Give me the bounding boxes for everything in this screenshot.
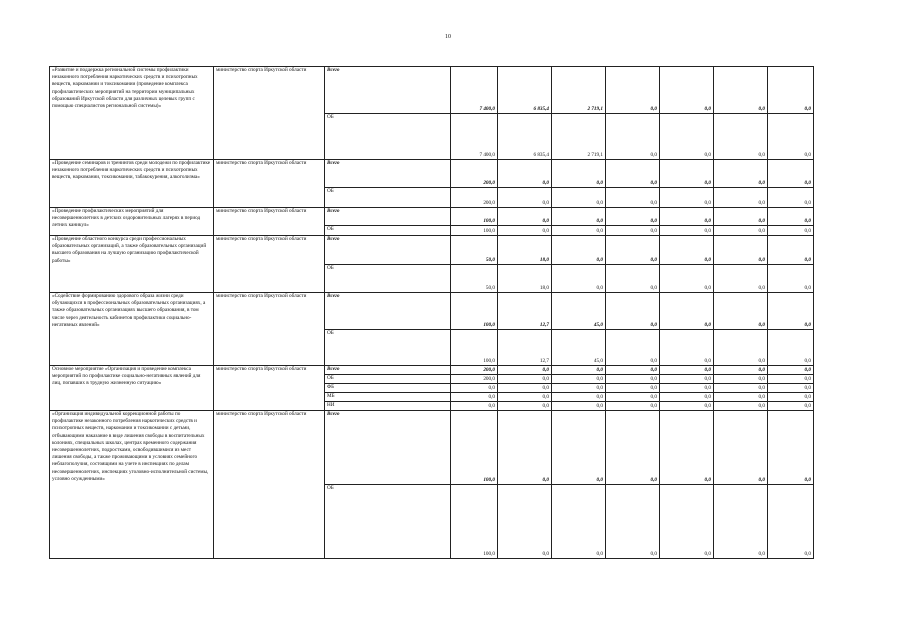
amount-cell: 0,0: [498, 402, 552, 411]
amount-cell: 0,0: [714, 393, 768, 402]
activity-description: «Организация индивидуальной коррекционной работы по профилактике незаконного потребления наркотических средств и психотропных веществ, наркомании и токсикомании с детьми, отбывающими наказание в виде лишения свободы в воспитательных колониях, специальных школах, центрах временного содержания несовершеннолетних, подростками, освободившимися из мест лишения свободы, а также проживающими в условиях семейного неблагополучия, состоящими на учете в инспекциях по делам несовершеннолетних, инспекциях уголовно-исполнительной системы, условно осужденными»: [50, 411, 214, 559]
amount-cell: 50,0: [451, 236, 498, 265]
amount-cell: 100,0: [451, 293, 498, 330]
funding-source: Всего: [325, 236, 451, 265]
amount-cell: 45,0: [552, 293, 606, 330]
amount-cell: 0,0: [606, 226, 660, 236]
amount-cell: 0,0: [606, 67, 660, 114]
table-row: [50, 236, 814, 265]
amount-cell: 12,7: [498, 293, 552, 330]
amount-cell: 100,0: [451, 208, 498, 226]
amount-cell: 0,0: [498, 411, 552, 485]
amount-cell: 0,0: [660, 114, 714, 160]
amount-cell: 0,0: [660, 411, 714, 485]
amount-cell: 0,0: [552, 384, 606, 393]
amount-cell: 0,0: [606, 208, 660, 226]
page-number: 10: [445, 34, 451, 40]
amount-cell: 0,0: [552, 226, 606, 236]
amount-cell: 0,0: [768, 375, 814, 384]
table-row: [50, 208, 814, 226]
amount-cell: 0,0: [768, 366, 814, 375]
table-row: [50, 366, 814, 375]
amount-cell: 0,0: [606, 366, 660, 375]
amount-cell: 0,0: [606, 485, 660, 559]
amount-cell: 0,0: [606, 236, 660, 265]
amount-cell: 0,0: [660, 330, 714, 366]
funding-source: ОБ: [325, 485, 451, 559]
amount-cell: 0,0: [498, 393, 552, 402]
table-row: [50, 293, 814, 330]
amount-cell: 0,0: [606, 393, 660, 402]
activity-description: «Проведение областного конкурса среди профессиональных образовательных организаций, а также образовательных организаций высшего образования на лучшую организацию профилактической работы»: [50, 236, 214, 293]
amount-cell: 0,0: [451, 402, 498, 411]
table-body: [50, 67, 814, 559]
amount-cell: 0,0: [714, 411, 768, 485]
funding-source: НИ: [325, 402, 451, 411]
amount-cell: 200,0: [451, 366, 498, 375]
amount-cell: 0,0: [660, 384, 714, 393]
amount-cell: 200,0: [451, 160, 498, 188]
amount-cell: 6 835,4: [498, 67, 552, 114]
amount-cell: 0,0: [768, 411, 814, 485]
amount-cell: 100,0: [451, 411, 498, 485]
amount-cell: 0,0: [552, 366, 606, 375]
amount-cell: 0,0: [660, 188, 714, 208]
amount-cell: 0,0: [714, 236, 768, 265]
amount-cell: 0,0: [714, 402, 768, 411]
amount-cell: 0,0: [606, 265, 660, 293]
amount-cell: 0,0: [714, 265, 768, 293]
amount-cell: 0,0: [660, 366, 714, 375]
amount-cell: 0,0: [552, 208, 606, 226]
funding-source: Всего: [325, 293, 451, 330]
amount-cell: 100,0: [451, 226, 498, 236]
amount-cell: 0,0: [552, 402, 606, 411]
amount-cell: 0,0: [714, 293, 768, 330]
amount-cell: 6 835,4: [498, 114, 552, 160]
amount-cell: 0,0: [768, 293, 814, 330]
amount-cell: 0,0: [768, 114, 814, 160]
amount-cell: 0,0: [552, 236, 606, 265]
responsible-executor: министерство спорта Иркутской области: [214, 411, 325, 559]
funding-source: Всего: [325, 411, 451, 485]
amount-cell: 0,0: [606, 384, 660, 393]
amount-cell: 0,0: [552, 375, 606, 384]
amount-cell: 0,0: [606, 114, 660, 160]
amount-cell: 0,0: [660, 226, 714, 236]
responsible-executor: министерство спорта Иркутской области: [214, 236, 325, 293]
amount-cell: 0,0: [768, 188, 814, 208]
responsible-executor: министерство спорта Иркутской области: [214, 160, 325, 208]
amount-cell: 0,0: [714, 160, 768, 188]
amount-cell: 200,0: [451, 375, 498, 384]
amount-cell: 0,0: [660, 67, 714, 114]
amount-cell: 7 400,0: [451, 114, 498, 160]
amount-cell: 0,0: [606, 411, 660, 485]
amount-cell: 0,0: [606, 160, 660, 188]
amount-cell: 0,0: [498, 384, 552, 393]
amount-cell: 0,0: [714, 114, 768, 160]
amount-cell: 200,0: [451, 188, 498, 208]
funding-source: ОБ: [325, 330, 451, 366]
amount-cell: 0,0: [768, 208, 814, 226]
activity-description: «Проведение семинаров и тренингов среди молодежи по профилактике незаконного потребления наркотических средств и психотропных веществ, наркомании, токсикомании, табакокурения, алкоголизма»: [50, 160, 214, 208]
amount-cell: 0,0: [552, 188, 606, 208]
table-row: [50, 67, 814, 114]
funding-source: Всего: [325, 208, 451, 226]
amount-cell: 0,0: [714, 208, 768, 226]
amount-cell: 0,0: [714, 384, 768, 393]
amount-cell: 0,0: [714, 375, 768, 384]
amount-cell: 0,0: [660, 485, 714, 559]
amount-cell: 45,0: [552, 330, 606, 366]
amount-cell: 0,0: [498, 366, 552, 375]
amount-cell: 2 719,1: [552, 114, 606, 160]
amount-cell: 0,0: [768, 384, 814, 393]
amount-cell: 0,0: [606, 375, 660, 384]
amount-cell: 0,0: [660, 208, 714, 226]
amount-cell: 0,0: [714, 188, 768, 208]
amount-cell: 0,0: [552, 411, 606, 485]
amount-cell: 0,0: [660, 375, 714, 384]
amount-cell: 0,0: [768, 67, 814, 114]
amount-cell: 0,0: [660, 293, 714, 330]
activity-description: Основное мероприятие «Организация и проведение комплекса мероприятий по профилактике социально-негативных явлений для лиц, попавших в трудную жизненную ситуацию»: [50, 366, 214, 411]
amount-cell: 0,0: [660, 393, 714, 402]
amount-cell: 0,0: [552, 160, 606, 188]
amount-cell: 0,0: [768, 236, 814, 265]
activity-description: «Содействие формированию здорового образа жизни среди обучающихся в профессиональных образовательных организациях, а также образовательных организациях высшего образования, в том числе через деятельность кабинетов профилактики социально-негативных явлений»: [50, 293, 214, 366]
amount-cell: 0,0: [498, 160, 552, 188]
amount-cell: 0,0: [660, 402, 714, 411]
amount-cell: 0,0: [498, 188, 552, 208]
amount-cell: 0,0: [768, 265, 814, 293]
funding-source: ОБ: [325, 114, 451, 160]
amount-cell: 2 719,1: [552, 67, 606, 114]
table-row: [50, 411, 814, 485]
funding-source: Всего: [325, 366, 451, 375]
amount-cell: 0,0: [606, 293, 660, 330]
amount-cell: 100,0: [451, 330, 498, 366]
amount-cell: 0,0: [714, 330, 768, 366]
amount-cell: 0,0: [768, 330, 814, 366]
amount-cell: 0,0: [552, 485, 606, 559]
budget-table: [49, 66, 814, 559]
amount-cell: 0,0: [768, 160, 814, 188]
funding-source: Всего: [325, 160, 451, 188]
amount-cell: 0,0: [660, 160, 714, 188]
amount-cell: 12,7: [498, 330, 552, 366]
amount-cell: 0,0: [768, 226, 814, 236]
activity-description: «Проведение профилактических мероприятий для несовершеннолетних в детских оздоровительных лагерях в период летних каникул»: [50, 208, 214, 236]
amount-cell: 7 400,0: [451, 67, 498, 114]
table-row: [50, 160, 814, 188]
amount-cell: 0,0: [451, 393, 498, 402]
funding-source: ОБ: [325, 265, 451, 293]
amount-cell: 0,0: [714, 67, 768, 114]
amount-cell: 0,0: [768, 402, 814, 411]
amount-cell: 100,0: [451, 485, 498, 559]
funding-source: МБ: [325, 393, 451, 402]
amount-cell: 0,0: [714, 226, 768, 236]
amount-cell: 0,0: [498, 485, 552, 559]
amount-cell: 0,0: [606, 188, 660, 208]
responsible-executor: министерство спорта Иркутской области: [214, 67, 325, 160]
amount-cell: 0,0: [498, 375, 552, 384]
amount-cell: 0,0: [498, 226, 552, 236]
amount-cell: 18,0: [498, 265, 552, 293]
funding-source: ОБ: [325, 226, 451, 236]
amount-cell: 0,0: [768, 485, 814, 559]
funding-source: Всего: [325, 67, 451, 114]
responsible-executor: министерство спорта Иркутской области: [214, 293, 325, 366]
responsible-executor: министерство спорта Иркутской области: [214, 208, 325, 236]
activity-description: «Развитие и поддержка региональной системы профилактики незаконного потребления наркотических средств и психотропных веществ, наркомании и токсикомании (проведение комплекса профилактических мероприятий на территории муниципальных образований Иркутской области для различных целевых групп с помощью специалистов региональной системы)»: [50, 67, 214, 160]
amount-cell: 0,0: [714, 485, 768, 559]
amount-cell: 0,0: [768, 393, 814, 402]
funding-source: ОБ: [325, 375, 451, 384]
amount-cell: 0,0: [498, 208, 552, 226]
amount-cell: 0,0: [660, 265, 714, 293]
funding-source: ОБ: [325, 188, 451, 208]
amount-cell: 0,0: [660, 236, 714, 265]
amount-cell: 0,0: [552, 393, 606, 402]
amount-cell: 0,0: [451, 384, 498, 393]
amount-cell: 0,0: [606, 402, 660, 411]
amount-cell: 0,0: [714, 366, 768, 375]
funding-source: ФБ: [325, 384, 451, 393]
amount-cell: 0,0: [606, 330, 660, 366]
amount-cell: 0,0: [552, 265, 606, 293]
amount-cell: 50,0: [451, 265, 498, 293]
responsible-executor: министерство спорта Иркутской области: [214, 366, 325, 411]
amount-cell: 18,0: [498, 236, 552, 265]
